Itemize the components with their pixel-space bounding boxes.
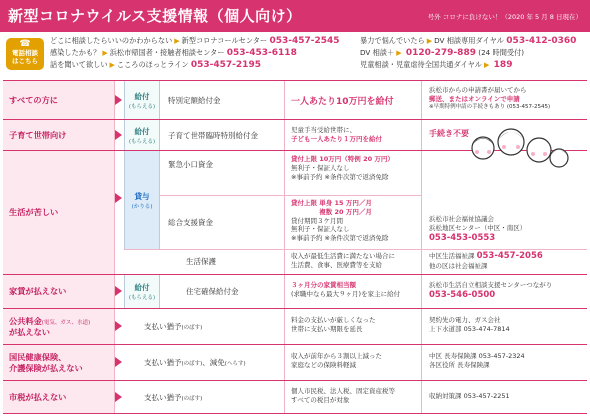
divider: [284, 345, 285, 380]
arrow-icon: [115, 193, 122, 203]
category-cell: 生活が苦しい: [3, 151, 115, 274]
consult-badge-line1: 電話相談: [12, 49, 38, 57]
divider: [3, 413, 587, 414]
divider: [284, 275, 285, 308]
contact-info: 浜松市からの申請書が届いてから 郵送、またはオンラインで申請 ※早期特例申請の手続きもあり (053-457-2545): [429, 86, 551, 110]
category-cell: 市税が払えない: [3, 381, 115, 414]
phone-number[interactable]: 053-453-6118: [226, 48, 297, 58]
divider: [421, 309, 422, 344]
program-desc: 貸付上限 10万円（特例 20 万円） 無利子・保証人なし ※事前予約 ※条件次第で返済免除: [291, 155, 394, 181]
program-name: 総合支援資金: [168, 217, 213, 227]
divider: [421, 120, 422, 150]
divider: [284, 381, 285, 414]
benefit-tag: 給付 (もらえる): [124, 275, 160, 308]
category-cell: 公共料金(電気、ガス、水道) が払えない: [3, 309, 115, 344]
table-row: [3, 274, 587, 307]
contact-info: 契約先の電力、ガス会社 上下水道部 053-474-7814: [429, 316, 510, 333]
divider: [284, 120, 285, 150]
program-name: 緊急小口資金: [168, 159, 213, 169]
program-desc: 収入が最低生活費に満たない場合に 生活費、食事、医療費等を支給: [291, 252, 395, 269]
contact-info: 中区生活福祉課 053-457-2056 他の区は社会福祉課: [429, 251, 543, 271]
loan-tag: 貸与 (かりる): [124, 151, 160, 249]
arrow-icon: [115, 95, 122, 105]
program-name: 支払い猶予 (のばす): [144, 322, 203, 331]
table-row: [3, 308, 587, 343]
program-desc: 料金の支払いが厳しくなった 世帯に支払い期限を延長: [291, 316, 376, 333]
phone-number[interactable]: 053-412-0360: [506, 36, 577, 46]
arrow-icon: ▶: [174, 37, 180, 45]
phone-number[interactable]: 053-457-2195: [190, 60, 261, 70]
benefit-tag: 給付 (もらえる): [124, 120, 160, 150]
arrow-icon: [115, 130, 122, 140]
phone-number[interactable]: 189: [493, 60, 513, 70]
arrow-icon: ▶: [109, 61, 115, 69]
header-note: 号外 コロナに負けない！（2020 年 5 月 8 日現在）: [427, 13, 582, 21]
program-name: 住宅確保給付金: [186, 287, 239, 296]
category-cell: 国民健康保険、 介護保険が払えない: [3, 345, 115, 380]
program-desc: 収入が前年から３割以上減った 家庭などの保険料軽減: [291, 352, 382, 369]
consult-line: 暴力で悩んでいたら ▶ DV 相談専用ダイヤル 053-412-0360: [360, 36, 577, 46]
consult-line: 感染したかも？ ▶ 浜松市帰国者・接触者相談センター 053-453-6118: [50, 48, 297, 58]
consult-line: どこに相談したらいいのかわからない ▶ 新型コロナコールセンター 053-457-2545: [50, 36, 340, 46]
contact-info: 中区 長寿保険課 053-457-2324 各区役所 長寿保険課: [429, 352, 525, 369]
program-name: 子育て世帯臨時特別給付金: [168, 130, 258, 140]
arrow-icon: [115, 321, 122, 331]
program-name: 生活保護: [186, 257, 216, 266]
divider: [421, 275, 422, 308]
arrow-icon: ▶: [102, 49, 108, 57]
divider: [421, 81, 422, 119]
header-banner: [0, 0, 590, 32]
contact-info: 手続き不要: [429, 129, 469, 138]
benefit-tag: 給付 (もらえる): [124, 81, 160, 119]
arrow-icon: [115, 286, 122, 296]
contact-info: 浜松市生活自立相談支援センターつながり 053-546-0500: [429, 281, 553, 300]
page-title: 新型コロナウイルス支援情報（個人向け）: [8, 7, 302, 25]
table-row: [3, 380, 587, 413]
program-desc: 貸付上限 単身 15 万円／月 複数 20 万円／月 貸付期間３ケ月間 無利子・保証人なし ※事前予約 ※条件次第で返済免除: [291, 199, 389, 243]
contact-info: 浜松市社会福祉協議会 浜松地区センター（中区・南区） 053-453-0553: [429, 215, 527, 243]
arrow-icon: [115, 392, 122, 402]
divider: [421, 151, 422, 274]
divider: [284, 81, 285, 119]
divider: [284, 309, 285, 344]
table-row: [3, 80, 587, 118]
program-desc: 個人市民税、法人税、固定資産税等 すべての税目が対象: [291, 387, 395, 404]
arrow-icon: ▶: [396, 49, 402, 57]
program-name: 支払い猶予 (のばす) 、減免 (へらす): [144, 358, 246, 367]
category-cell: 子育て世帯向け: [3, 120, 115, 150]
arrow-icon: ▶: [426, 37, 433, 45]
divider: [421, 381, 422, 414]
program-name: 特別定額給付金: [168, 95, 221, 105]
program-desc: 一人あたり10万円を給付: [291, 96, 394, 107]
consult-line: 話を聞いて欲しい ▶ こころのほっとライン 053-457-2195: [50, 60, 261, 70]
arrow-icon: ▶: [483, 61, 490, 69]
consult-badge-line2: はこちら: [12, 57, 38, 66]
consult-line: DV 相談＋ ▶ 0120-279-889 (24 時間受付): [360, 48, 525, 58]
divider: [284, 151, 285, 274]
contact-info: 収納対策課 053-457-2251: [429, 392, 510, 400]
divider: [421, 345, 422, 380]
family-illustration-icon: [463, 118, 573, 180]
category-cell: 家賃が払えない: [3, 275, 115, 308]
program-name: 支払い猶予 (のばす): [144, 393, 203, 402]
phone-consult-badge: [6, 38, 44, 70]
phone-number[interactable]: 053-457-2545: [269, 36, 340, 46]
program-desc: ３ヶ月分の家賃相当額 (求職中なら最大９ヶ月)を家主に給付: [291, 281, 401, 298]
phone-icon: ☎: [19, 39, 31, 49]
arrow-icon: [115, 357, 122, 367]
program-desc: 児童手当受給世帯に、 子ども一人あたり１万円を給付: [291, 126, 382, 143]
consult-line: 児童相談・児童虐待全国共通ダイヤル ▶ 189: [360, 60, 513, 70]
table-row: [3, 344, 587, 379]
category-cell: すべての方に: [3, 81, 115, 119]
phone-number[interactable]: 0120-279-889: [405, 48, 476, 58]
